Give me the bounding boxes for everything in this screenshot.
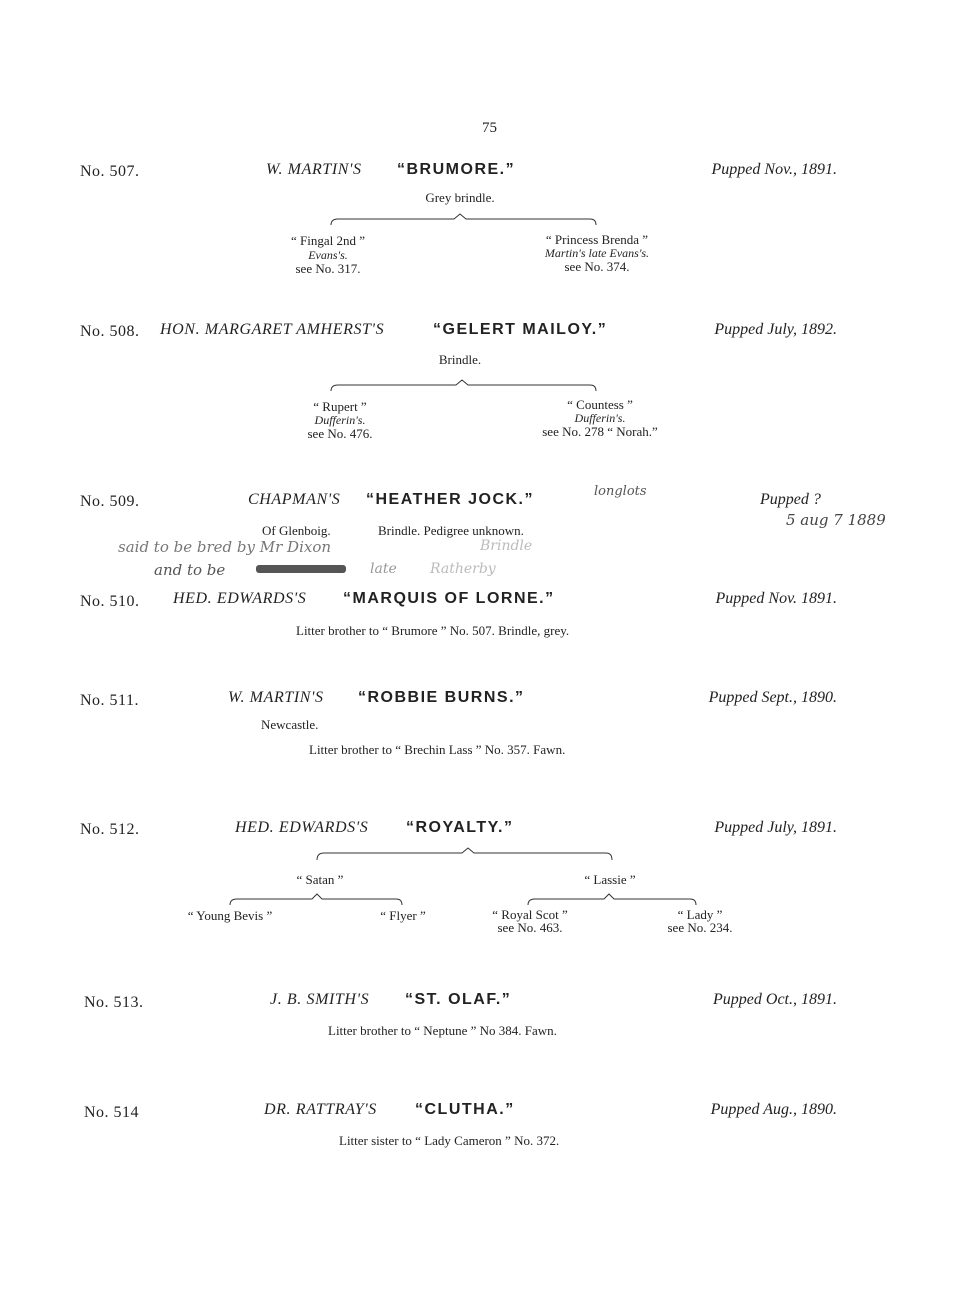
pupped-date: Pupped July, 1891. — [714, 819, 837, 836]
pupped-date: Pupped July, 1892. — [714, 321, 837, 338]
sire-breeder: Dufferin's. — [314, 413, 366, 427]
entry-number: No. 510. — [80, 593, 140, 610]
origin: Newcastle. — [261, 717, 319, 732]
handwritten-note: longlots — [594, 484, 647, 499]
dog-name: “HEATHER JOCK.” — [366, 491, 534, 508]
sire-ref: see No. 476. — [307, 426, 373, 441]
pupped-date: Pupped Nov., 1891. — [711, 161, 837, 178]
entry-number: No. 513. — [84, 994, 144, 1011]
handwritten-note: 5 aug 7 1889 — [786, 511, 886, 529]
pupped-date: Pupped Aug., 1890. — [710, 1101, 837, 1118]
owner-name: HON. MARGARET AMHERST'S — [160, 321, 385, 338]
owner-name: J. B. SMITH'S — [270, 991, 370, 1008]
sire-name: “ Satan ” — [296, 872, 344, 887]
dog-name: “ST. OLAF.” — [405, 991, 512, 1008]
sire-name: “ Fingal 2nd ” — [290, 233, 365, 248]
entry-number: No. 512. — [80, 821, 140, 838]
grandsire-name: “ Royal Scot ” — [492, 907, 568, 922]
owner-name: HED. EDWARDS'S — [235, 819, 369, 836]
handwritten-note: and to be — [154, 561, 226, 579]
pupped-date: Pupped ? — [760, 491, 821, 508]
grandsire-ref: see No. 463. — [497, 920, 563, 935]
owner-name: W. MARTIN'S — [266, 161, 362, 178]
pupped-date: Pupped Nov. 1891. — [715, 590, 837, 607]
granddam-name: “ Lady ” — [677, 907, 723, 922]
pupped-date: Pupped Sept., 1890. — [708, 689, 837, 706]
owner-name: W. MARTIN'S — [228, 689, 324, 706]
origin: Of Glenboig. — [262, 523, 331, 538]
description: Litter sister to “ Lady Cameron ” No. 372. — [339, 1133, 560, 1148]
sire-ref: see No. 317. — [295, 261, 361, 276]
description: Brindle. — [438, 352, 482, 367]
dog-name: “ROBBIE BURNS.” — [358, 689, 525, 706]
handwritten-note: Brindle — [480, 538, 533, 554]
description: Litter brother to “ Neptune ” No 384. Fawn. — [328, 1023, 557, 1038]
scribble-mark — [256, 565, 346, 573]
dam-name: “ Countess ” — [567, 397, 633, 412]
dam-breeder: Martin's late Evans's. — [544, 246, 650, 260]
dam-name: “ Lassie ” — [584, 872, 636, 887]
owner-name: HED. EDWARDS'S — [173, 590, 307, 607]
handwritten-note: Ratherby — [430, 561, 496, 577]
dam-ref: see No. 278 “ Norah.” — [542, 424, 658, 439]
sire-breeder: Evans's. — [308, 248, 348, 262]
dog-name: “MARQUIS OF LORNE.” — [343, 590, 555, 607]
sire-name: “ Rupert ” — [313, 399, 367, 414]
entry-number: No. 507. — [80, 163, 140, 180]
dog-name: “CLUTHA.” — [415, 1101, 515, 1118]
pupped-date: Pupped Oct., 1891. — [713, 991, 837, 1008]
granddam-name: “ Flyer ” — [380, 908, 426, 923]
dam-name: “ Princess Brenda ” — [545, 232, 649, 247]
entry-number: No. 508. — [80, 323, 140, 340]
granddam-ref: see No. 234. — [667, 920, 733, 935]
entry-number: No. 511. — [80, 692, 139, 709]
owner-name: DR. RATTRAY'S — [264, 1101, 377, 1118]
description: Litter brother to “ Brumore ” No. 507. Brindle, grey. — [296, 623, 570, 638]
dam-ref: see No. 374. — [564, 259, 630, 274]
description: Grey brindle. — [425, 190, 495, 205]
description: Litter brother to “ Brechin Lass ” No. 357. Fawn. — [309, 742, 566, 757]
page-number: 75 — [482, 120, 497, 136]
entry-number: No. 514 — [84, 1104, 140, 1121]
dog-name: “BRUMORE.” — [397, 161, 516, 178]
handwritten-note: late — [370, 561, 397, 577]
dam-breeder: Dufferin's. — [574, 411, 626, 425]
dog-name: “ROYALTY.” — [406, 819, 514, 836]
description: Brindle. Pedigree unknown. — [378, 523, 524, 538]
grandsire-name: “ Young Bevis ” — [187, 908, 273, 923]
handwritten-note: said to be bred by Mr Dixon — [118, 538, 332, 556]
dog-name: “GELERT MAILOY.” — [433, 321, 608, 338]
entry-number: No. 509. — [80, 493, 140, 510]
owner-name: CHAPMAN'S — [248, 491, 341, 508]
